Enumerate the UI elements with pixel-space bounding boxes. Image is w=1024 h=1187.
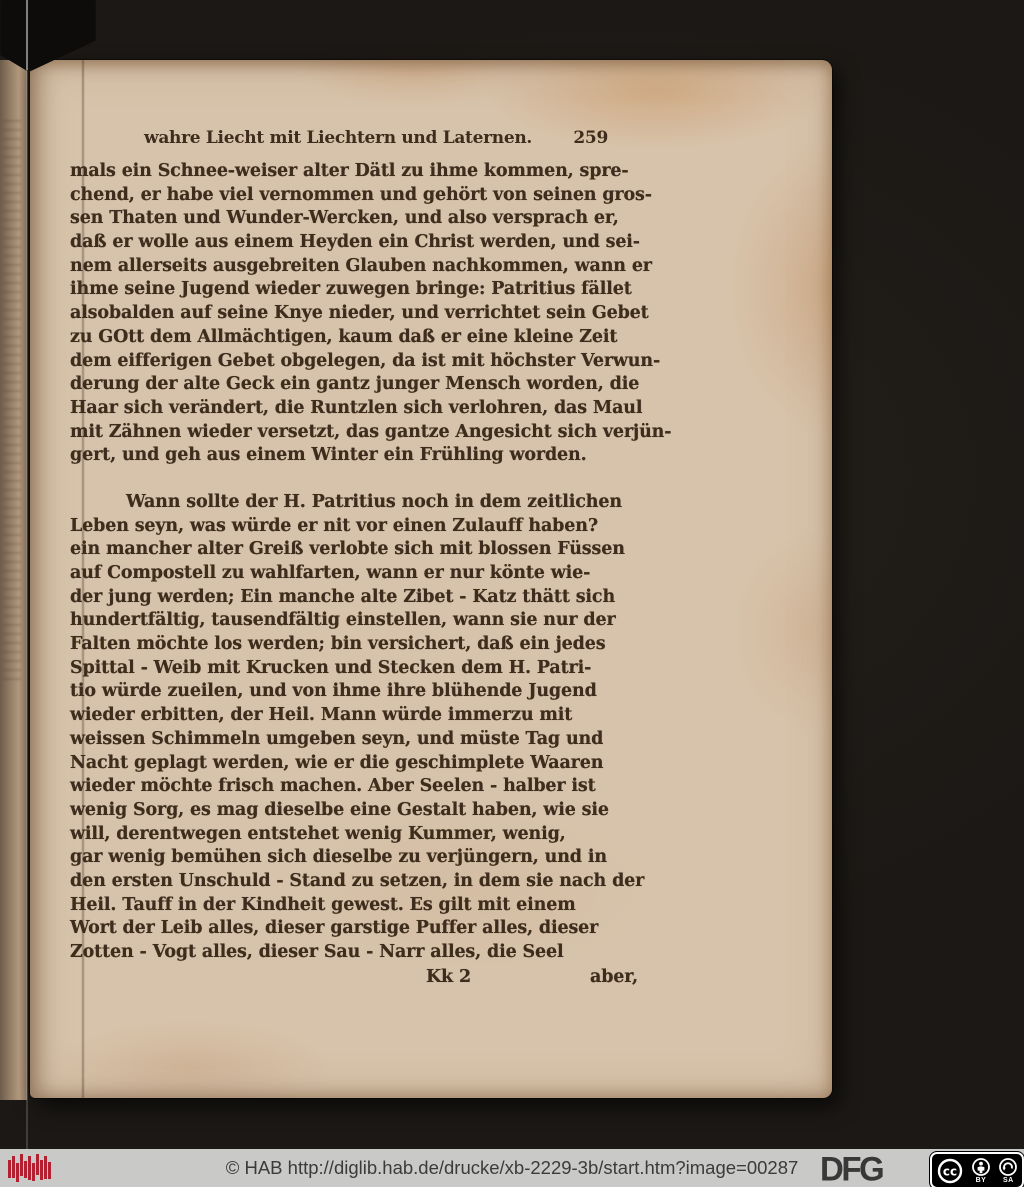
text-line: daß er wolle aus einem Heyden ein Christ werden, und sei- [70,232,640,253]
text-line: wenig Sorg, es mag dieselbe eine Gestalt haben, wie sie [70,799,609,820]
text-line: den ersten Unschuld - Stand zu setzen, in dem sie nach der [70,870,645,891]
text-line: mit Zähnen wieder versetzt, das gantze Angesicht sich verjün- [70,421,672,442]
text-line: Spittal - Weib mit Krucken und Stecken dem H. Patri- [70,657,592,678]
running-title: wahre Liecht mit Liechtern und Laternen. [144,128,533,148]
text-line: gert, und geh aus einem Winter ein Frühling worden. [70,445,587,466]
dfg-logo: DFG [820,1149,883,1187]
text-line: wieder erbitten, der Heil. Mann würde immerzu mit [70,705,573,726]
paragraph [70,491,645,965]
text-line: chend, er habe viel vernommen und gehört von seinen gros- [70,184,652,205]
show-through-text [3,120,21,680]
text-line: dem eifferigen Gebet obgelegen, da ist mit höchster Verwun- [70,350,661,371]
attribution-bar [0,1149,1024,1187]
cc-by-icon: BY [972,1158,990,1184]
text-line: weissen Schimmeln umgeben seyn, und müste Tag und [70,728,604,749]
text-line: Wann sollte der H. Patritius noch in dem zeitlichen [126,491,622,512]
text-column [70,160,672,989]
text-line: ihme seine Jugend wieder zuwegen bringe: Patritius fället [70,279,632,300]
attribution-url: © HAB http://diglib.hab.de/drucke/xb-2229-3b/start.htm?image=00287 [225,1157,799,1178]
text-line: wieder möchte frisch machen. Aber Seelen - halber ist [70,776,596,797]
signature-line [70,965,638,989]
cc-icon [937,1158,963,1184]
paragraph [70,160,672,468]
text-line: ein mancher alter Greiß verlobte sich mit blossen Füssen [70,539,625,560]
text-line: Heil. Tauff in der Kindheit gewest. Es gilt mit einem [70,894,576,915]
text-line: sen Thaten und Wunder-Wercken, und also versprach er, [70,208,619,229]
text-line: Haar sich verändert, die Runtzlen sich verlohren, das Maul [70,397,643,418]
text-line: Wort der Leib alles, dieser garstige Puffer alles, dieser [70,918,599,939]
scanner-glass-edge [26,0,28,1149]
text-line: auf Compostell zu wahlfarten, wann er nur könte wie- [70,563,591,583]
text-line: derung der alte Geck ein gantz junger Mensch worden, die [70,374,640,395]
cc-license-badge [930,1152,1024,1187]
signature-mark: Kk 2 [426,966,472,987]
text-line: Leben seyn, was würde er nit vor einen Zulauff haben? [70,515,598,536]
cc-sa-icon: SA [999,1158,1017,1184]
text-line: will, derentwegen entstehet wenig Kummer, wenig, [70,823,566,844]
facing-page-edge [0,60,27,1100]
text-line: mals ein Schnee-weiser alter Dätl zu ihme kommen, spre- [70,161,629,181]
text-line: zu GOtt dem Allmächtigen, kaum daß er eine kleine Zeit [70,326,618,347]
text-line: hundertfältig, tausendfältig einstellen, wann sie nur der [70,610,616,631]
text-line: der jung werden; Ein manche alte Zibet - Katz thätt sich [70,586,616,607]
text-line: Zotten - Vogt alles, dieser Sau - Narr alles, die Seel [70,942,564,962]
text-line: alsobalden auf seine Knye nieder, und verrichtet sein Gebet [70,303,649,324]
text-line: Nacht geplagt werden, wie er die geschimplete Waaren [70,752,604,773]
text-line: Falten möchte los werden; bin versichert, daß ein jedes [70,634,606,655]
page-number: 259 [573,128,608,148]
text-line: gar wenig bemühen sich dieselbe zu verjüngern, und in [70,847,607,868]
catchword: aber, [590,966,638,987]
svg-text:cc: cc [942,1164,957,1178]
text-line: tio würde zueilen, und von ihme ihre blühende Jugend [70,681,597,702]
text-line: nem allerseits ausgebreiten Glauben nachkommen, wann er [70,255,652,276]
running-header [70,128,630,154]
book-page [30,60,832,1098]
hab-logo-icon [8,1154,56,1182]
